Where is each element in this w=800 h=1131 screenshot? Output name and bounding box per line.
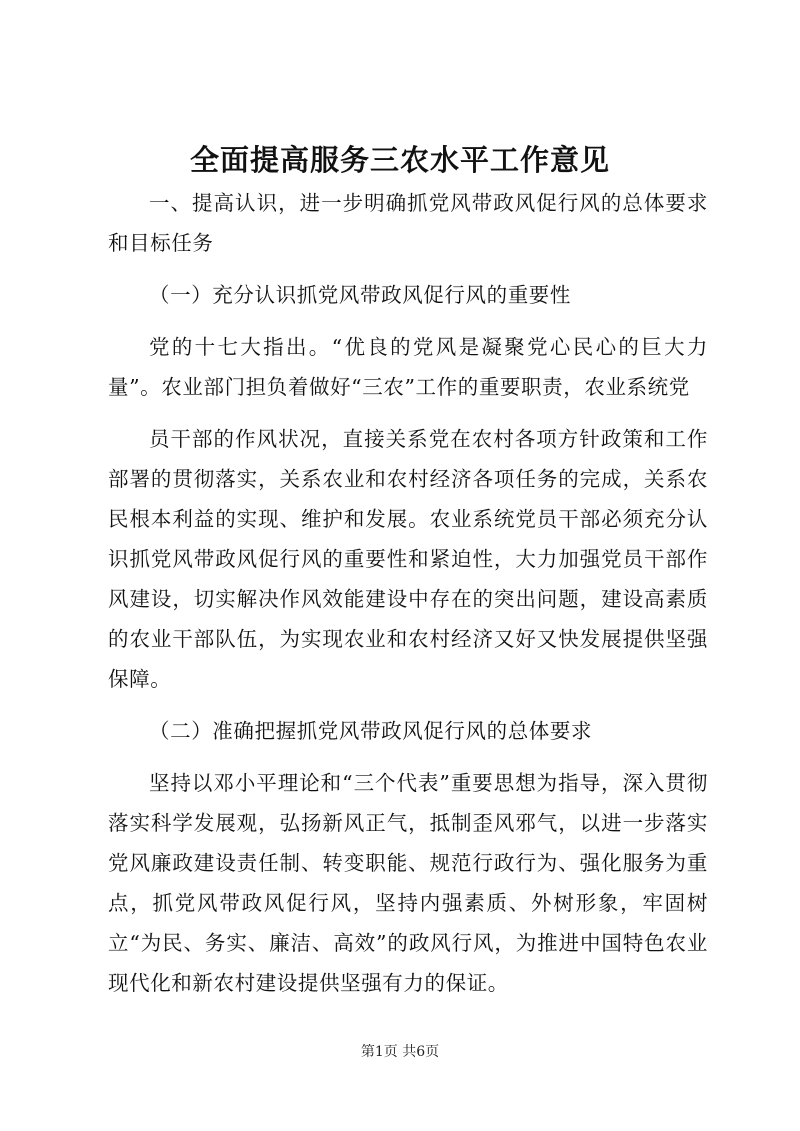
page-number: 第1页 共6页	[360, 1044, 440, 1060]
subsection-heading-1: （一）充分认识抓党风带政风促行风的重要性	[149, 283, 571, 307]
document-body	[108, 183, 708, 1003]
paragraph-2: 员干部的作风状况，直接关系党在农村各项方针政策和工作部署的贯彻落实，关系农业和农村经济各项任务的完成，关系农民根本利益的实现、维护和发展。农业系统党员干部必须充分认识抓党风带政风促行风的重要性和紧迫性，大力加强党员干部作风建设，切实解决作风效能建设中存在的突出问题，建设高素质的农业干部队伍，为实现农业和农村经济又好又快发展提供坚强保障。	[108, 427, 708, 691]
subsection-heading-2: （二）准确把握抓党风带政风促行风的总体要求	[149, 719, 593, 743]
section-heading-1: 一、提高认识，进一步明确抓党风带政风促行风的总体要求和目标任务	[108, 191, 708, 255]
page-footer	[0, 1042, 800, 1062]
paragraph-3: 坚持以邓小平理论和“三个代表”重要思想为指导，深入贯彻落实科学发展观，弘扬新风正气，抵制歪风邪气，以进一步落实党风廉政建设责任制、转变职能、规范行政行为、强化服务为重点，抓党风带政风促行风，坚持内强素质、外树形象，牢固树立“为民、务实、廉洁、高效”的政风行风，为推进中国特色农业现代化和新农村建设提供坚强有力的保证。	[108, 771, 708, 995]
document-title: 全面提高服务三农水平工作意见	[189, 143, 610, 177]
paragraph-1: 党的十七大指出。“优良的党风是凝聚党心民心的巨大力量”。农业部门担负着做好“三农”工作的重要职责，农业系统党	[108, 335, 708, 399]
